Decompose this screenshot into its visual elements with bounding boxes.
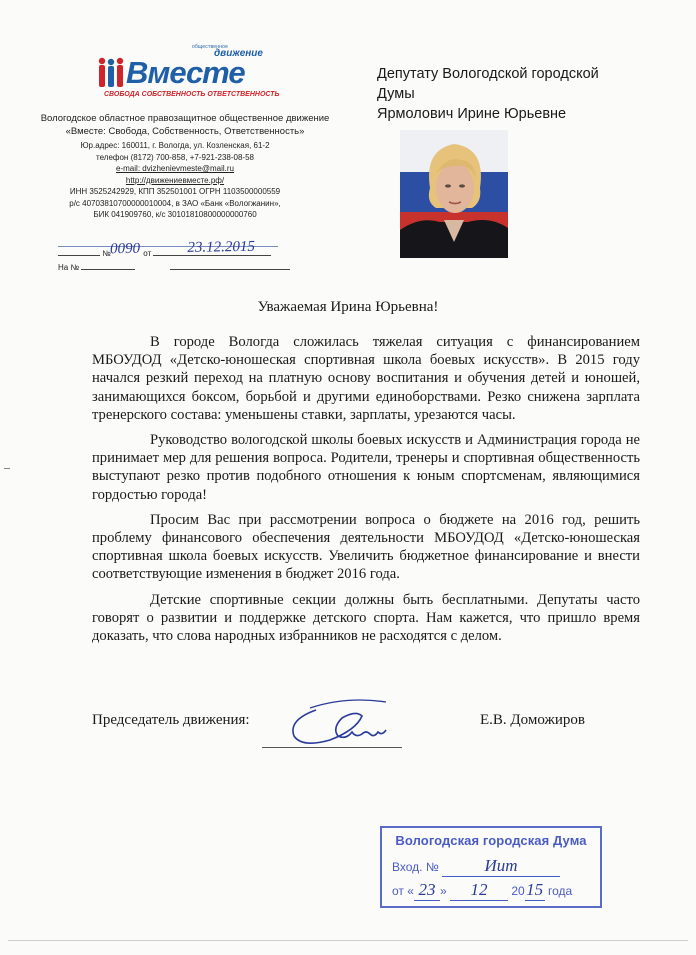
letter-paragraph: Руководство вологодской школы боевых искусств и Администрация города не принимает мер для решения вопроса. Родители, тренеры и спортивная общественность выступают резко против подобного отношения к юным спортсменам, являющимися гордостью города!: [92, 432, 640, 503]
stamp-month: 12: [470, 880, 488, 899]
logo-movement-word: движение: [214, 48, 263, 59]
outgoing-number: 0090: [109, 240, 141, 258]
incoming-registration-stamp: [380, 826, 602, 908]
sender-contacts: [40, 140, 310, 221]
contact-account: р/с 40703810700000010004, в ЗАО «Банк «Вологжанин»,: [69, 198, 281, 208]
salutation: Уважаемая Ирина Юрьевна!: [257, 299, 439, 315]
logo-slogan: СВОБОДА СОБСТВЕННОСТЬ ОТВЕТСТВЕННОСТЬ: [104, 91, 280, 98]
addressee-line3: Ярмолович Ирине Юрьевне: [377, 106, 567, 122]
contact-phone: телефон (8172) 700-858, +7-921-238-08-58: [96, 152, 254, 162]
outgoing-number-label: № от: [58, 249, 271, 258]
letter-paragraph: В городе Вологда сложилась тяжелая ситуация с финансированием МБОУДОД «Детско-юношеская спортивная школа боевых искусств». В 2015 году начался резкий переход на платную основу воспитания и обучения детей и юношей, занимающихся боксом, борьбой и другими единоборствами. Резко снижена зарплата тренерского состава: уменьшены ставки, зарплаты, урезаются часы.: [92, 334, 640, 423]
addressee-line1: Депутату Вологодской городской: [377, 66, 599, 82]
stamp-day: 23: [418, 880, 436, 899]
logo-brand-text: Вместе: [126, 55, 245, 90]
page-bottom-edge: [8, 940, 688, 941]
outgoing-number-handwritten: [110, 239, 255, 259]
contact-address: Юр.адрес: 160011, г. Вологда, ул. Козленская, 61-2: [80, 141, 270, 150]
stamp-incoming-row: [392, 856, 560, 877]
contact-inn: ИНН 3525242929, КПП 352501001 ОГРН 1103500000559: [69, 187, 281, 196]
signatory-title: Председатель движения:: [92, 712, 250, 728]
organization-logo: [96, 44, 280, 106]
addressee-block: [377, 64, 677, 124]
org-name-line1: Вологодское областное правозащитное общественное движение: [40, 113, 330, 124]
contact-bik: БИК 041909760, к/с 30101810800000000760: [93, 210, 257, 219]
sender-organization: [40, 112, 330, 138]
letter-body: [92, 333, 640, 652]
addressee-portrait-photo: [400, 130, 508, 258]
reply-to-number-label: На №: [58, 263, 290, 272]
signatory-name: Е.В. Доможиров: [480, 712, 585, 728]
handwritten-signature: [286, 690, 406, 750]
stamp-incoming-number: Иит: [484, 856, 518, 875]
stamp-date-row: от « 23 » 12 2015 года: [392, 880, 573, 899]
contact-email[interactable]: e-mail: dvizhenievmeste@mail.ru: [116, 164, 234, 173]
contact-website[interactable]: http://движениевместе.рф/: [125, 175, 225, 185]
addressee-line2: Думы: [377, 86, 415, 102]
margin-mark: [4, 468, 10, 472]
org-name-line2: «Вместе: Свобода, Собственность, Ответственность»: [65, 126, 305, 137]
stamp-year: 15: [526, 880, 544, 899]
people-figures-icon: [96, 56, 126, 90]
stamp-incoming-label: Вход. №: [392, 860, 439, 874]
stamp-title: Вологодская городская Дума: [395, 833, 587, 848]
outgoing-date: 23.12.2015: [187, 238, 256, 256]
letter-paragraph: Детские спортивные секции должны быть бесплатными. Депутаты часто говорят о развитии и поддержке детского спорта. Нам кажется, что пришло время доказать, что слова народных избранников не расходятся с делом.: [92, 591, 640, 645]
logo-tagline: общественное: [192, 44, 229, 50]
letter-paragraph: Просим Вас при рассмотрении вопроса о бюджете на 2016 год, решить проблему финансового обеспечения деятельности МБОУДОД «Детско-юношеская спортивная школа боевых искусств. Увеличить бюджетное финансирование и внести соответствующие изменения в бюджет 2016 года.: [92, 511, 640, 583]
